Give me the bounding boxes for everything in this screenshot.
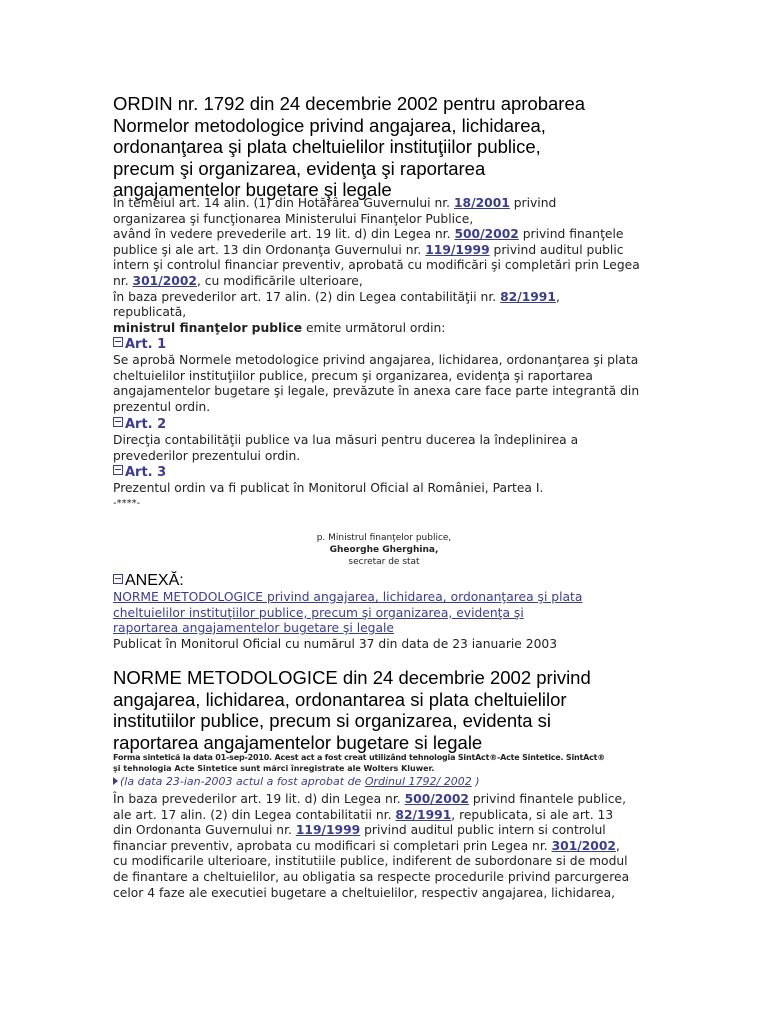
title-line: precum şi organizarea, evidenţa şi raportarea (113, 157, 486, 179)
intro-line: cu modificarile ulterioare, institutiile publice, indiferent de subordonare si de modul (113, 854, 628, 869)
title-line: raportarea angajamentelor bugetare si legale (113, 731, 483, 753)
sintact-line: şi tehnologia Acte Sintetice sunt mărci înregistrate ale Wolters Kluwer. (113, 764, 435, 773)
title-line: Normelor metodologice privind angajarea, lichidarea, (113, 114, 546, 136)
title-line: ordonanţarea şi plata cheltuielilor instituţiilor publice, (113, 136, 541, 157)
law-link-301-2002[interactable]: 301/2002 (551, 838, 616, 853)
signature-line: p. Ministrul finanţelor publice, (316, 533, 452, 543)
preamble-line: În temeiul art. 14 alin. (1) din Hotărârea Guvernului nr. 18/2001 privind (113, 196, 557, 210)
law-link-82-1991[interactable]: 82/1991 (395, 807, 452, 822)
signatory-name: Gheorghe Gherghina, (329, 545, 439, 555)
article-text-line: Direcţia contabilităţii publice va lua măsuri pentru ducerea la îndeplinirea a (113, 433, 579, 447)
law-link-301-2002[interactable]: 301/2002 (132, 273, 197, 288)
sintact-line: Forma sintetică la data 01-sep-2010. Acest act a fost creat utilizând tehnologia SintAct®-Acte Sintetice. SintAct® (113, 753, 606, 762)
minister-label: ministrul finanţelor publice (113, 320, 303, 335)
article-3 (113, 465, 655, 510)
title-line: institutiilor publice, precum si organizarea, evidenta si (113, 710, 552, 731)
law-link-500-2002[interactable]: 500/2002 (404, 792, 469, 806)
title-line: angajamentelor bugetare şi legale (113, 179, 392, 200)
law-link-119-1999[interactable]: 119/1999 (425, 242, 490, 257)
article-text-line: Prezentul ordin va fi publicat în Monitorul Oficial al României, Partea I. (113, 481, 544, 495)
preamble-line: în baza prevederilor art. 17 alin. (2) din Legea contabilităţii nr. 82/1991, (113, 289, 560, 304)
law-link-18-2001[interactable]: 18/2001 (454, 196, 510, 210)
law-link-119-1999[interactable]: 119/1999 (295, 823, 361, 838)
intro-line: financiar preventiv, aprobata cu modificari si completari prin Legea nr. 301/2002, (113, 838, 620, 853)
annex-section (113, 572, 655, 652)
collapse-icon[interactable] (113, 465, 123, 475)
preamble-line: intern şi controlul financiar preventiv, aprobată cu modificări şi completări prin Legea (113, 258, 640, 273)
article-text-line: cheltuielilor instituţiilor publice, precum şi organizarea, evidenţa şi raportarea (113, 368, 593, 383)
annex-heading[interactable]: ANEXĂ: (113, 572, 655, 590)
collapse-icon[interactable] (113, 337, 123, 347)
article-2-heading[interactable]: Art. 2 (113, 417, 655, 433)
article-1-heading[interactable]: Art. 1 (113, 337, 655, 353)
preamble-line: având în vedere prevederile art. 19 lit. d) din Legea nr. 500/2002 privind finanţele (113, 227, 624, 242)
norms-intro (113, 792, 655, 901)
approval-note: (la data 23-ian-2003 actul a fost aprobat de Ordinul 1792/ 2002 ) (113, 775, 655, 789)
preamble-line: nr. 301/2002, cu modificările ulterioare, (113, 273, 363, 288)
article-text-line: angajamentelor bugetare şi legale, prevăzute în anexa care face parte integrantă din (113, 384, 640, 399)
preamble-line: ministrul finanţelor publice emite următorul ordin: (113, 320, 446, 335)
article-3-heading[interactable]: Art. 3 (113, 465, 655, 481)
intro-line: din Ordonanta Guvernului nr. 119/1999 privind auditul public intern si controlul (113, 823, 606, 838)
title-line: angajarea, lichidarea, ordonantarea si plata cheltuielilor (113, 688, 567, 710)
annex-link[interactable]: NORME METODOLOGICE privind angajarea, lichidarea, ordonanţarea şi plata cheltuielilor instituţiilor publice, precum şi organizarea, evidenţa şi raportarea angajamentelor bugetare şi legale (113, 590, 583, 636)
law-link-82-1991[interactable]: 82/1991 (500, 289, 556, 304)
title-line: NORME METODOLOGICE din 24 decembrie 2002 privind (113, 667, 591, 688)
collapse-icon[interactable] (113, 574, 123, 584)
article-1 (113, 337, 655, 415)
article-2 (113, 417, 655, 464)
preamble-line: republicată, (113, 305, 187, 320)
article-text-line: Se aprobă Normele metodologice privind angajarea, lichidarea, ordonanţarea şi plata (113, 353, 639, 367)
intro-line: de finantare a cheltuielilor, au obligatia sa respecte procedurile privind parcurgerea (113, 869, 630, 884)
law-link-500-2002[interactable]: 500/2002 (454, 227, 519, 242)
sintact-note (113, 752, 655, 774)
intro-line: celor 4 faze ale executiei bugetare a cheltuielilor, respectiv angajarea, lichidarea, (113, 885, 616, 900)
order-title (113, 93, 655, 201)
order-link[interactable]: Ordinul 1792/ 2002 (364, 775, 472, 788)
intro-line: ale art. 17 alin. (2) din Legea contabilitatii nr. 82/1991, republicata, si ale art. 13 (113, 807, 614, 822)
collapse-icon[interactable] (113, 417, 123, 427)
intro-line: În baza prevederilor art. 19 lit. d) din Legea nr. 500/2002 privind finantele publice, (113, 792, 626, 806)
norms-title (113, 667, 655, 753)
title-line: ORDIN nr. 1792 din 24 decembrie 2002 pentru aprobarea (113, 93, 586, 114)
article-text-line: prevederilor prezentului ordin. (113, 448, 301, 463)
stars-separator: -****- (113, 497, 141, 509)
preamble-line: publice şi ale art. 13 din Ordonanţa Guvernului nr. 119/1999 privind auditul public (113, 242, 624, 257)
signature-line: secretar de stat (348, 557, 420, 567)
publication-info: Publicat în Monitorul Oficial cu numărul 37 din data de 23 ianuarie 2003 (113, 636, 558, 651)
preamble-line: organizarea şi funcţionarea Ministerului Finanţelor Publice, (113, 211, 474, 226)
arrow-icon (113, 777, 118, 785)
article-text-line: prezentul ordin. (113, 399, 211, 414)
signature-block (113, 532, 655, 568)
preamble (113, 196, 655, 336)
